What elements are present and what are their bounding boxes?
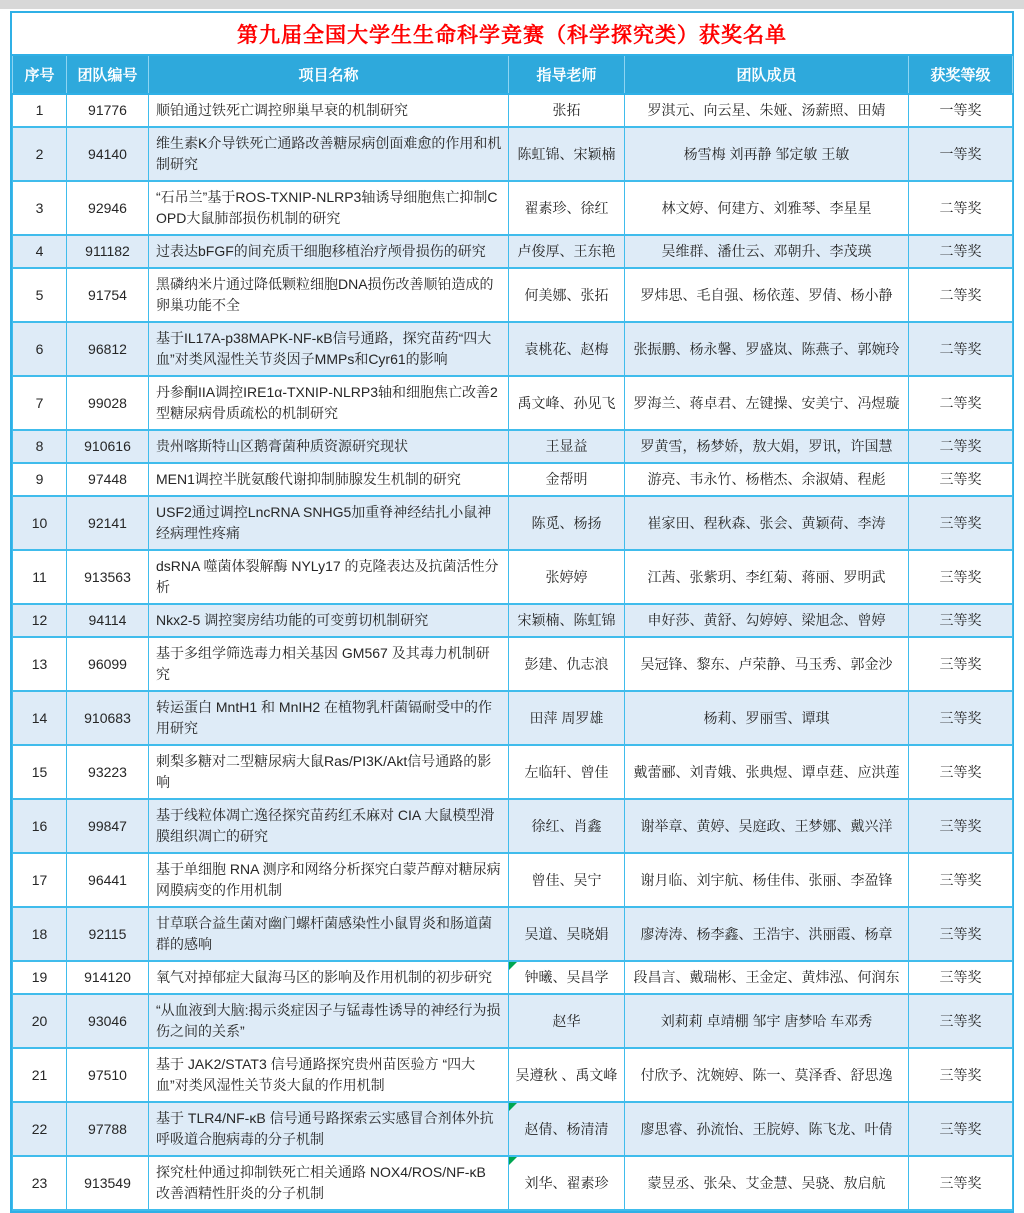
cell-team-id: 913563 bbox=[67, 550, 149, 604]
cell-no: 20 bbox=[13, 994, 67, 1048]
cell-advisors: 陈虹锦、宋颖楠 bbox=[509, 127, 625, 181]
cell-project: 黑磷纳米片通过降低颗粒细胞DNA损伤改善顺铂造成的卵巢功能不全 bbox=[149, 268, 509, 322]
cell-members: 罗淇元、向云星、朱娅、汤薪照、田婧 bbox=[625, 94, 909, 127]
cell-team-id: 910683 bbox=[67, 691, 149, 745]
cell-advisors: 赵华 bbox=[509, 994, 625, 1048]
cell-project: 贵州喀斯特山区鹅膏菌种质资源研究现状 bbox=[149, 430, 509, 463]
awards-table-container bbox=[10, 11, 1014, 1213]
cell-award: 三等奖 bbox=[909, 1048, 1013, 1102]
cell-award: 二等奖 bbox=[909, 235, 1013, 268]
cell-no: 3 bbox=[13, 181, 67, 235]
cell-advisors: 刘华、翟素珍 bbox=[509, 1156, 625, 1210]
cell-award: 一等奖 bbox=[909, 127, 1013, 181]
cell-award: 三等奖 bbox=[909, 691, 1013, 745]
header-cell-2: 项目名称 bbox=[149, 55, 509, 94]
cell-members: 申好莎、黄舒、勾婷婷、梁旭念、曾婷 bbox=[625, 604, 909, 637]
cell-project: 基于线粒体凋亡逸径探究苗药红禾麻对 CIA 大鼠模型滑膜组织凋亡的研究 bbox=[149, 799, 509, 853]
table-row bbox=[13, 235, 1013, 268]
cell-advisors: 何美娜、张拓 bbox=[509, 268, 625, 322]
cell-no: 21 bbox=[13, 1048, 67, 1102]
cell-project: 顺铂通过铁死亡调控卵巢早衰的机制研究 bbox=[149, 94, 509, 127]
cell-no: 6 bbox=[13, 322, 67, 376]
cell-award: 二等奖 bbox=[909, 376, 1013, 430]
cell-project: “石吊兰”基于ROS-TXNIP-NLRP3轴诱导细胞焦亡抑制COPD大鼠肺部损伤机制的研究 bbox=[149, 181, 509, 235]
cell-team-id: 97510 bbox=[67, 1048, 149, 1102]
table-row bbox=[13, 1048, 1013, 1102]
cell-no: 8 bbox=[13, 430, 67, 463]
cell-no: 4 bbox=[13, 235, 67, 268]
cell-no: 5 bbox=[13, 268, 67, 322]
cell-award: 二等奖 bbox=[909, 430, 1013, 463]
cell-team-id: 92115 bbox=[67, 907, 149, 961]
cell-team-id: 96812 bbox=[67, 322, 149, 376]
cell-advisors: 彭建、仇志浪 bbox=[509, 637, 625, 691]
cell-award: 三等奖 bbox=[909, 550, 1013, 604]
cell-team-id: 93046 bbox=[67, 994, 149, 1048]
cell-award: 三等奖 bbox=[909, 745, 1013, 799]
cell-no: 9 bbox=[13, 463, 67, 496]
cell-project: dsRNA 噬菌体裂解酶 NYLy17 的克隆表达及抗菌活性分析 bbox=[149, 550, 509, 604]
cell-members: 付欣予、沈婉婷、陈一、莫泽香、舒思逸 bbox=[625, 1048, 909, 1102]
cell-award: 三等奖 bbox=[909, 994, 1013, 1048]
cell-award: 二等奖 bbox=[909, 181, 1013, 235]
cell-award: 三等奖 bbox=[909, 961, 1013, 994]
cell-advisors: 袁桃花、赵梅 bbox=[509, 322, 625, 376]
cell-members: 罗海兰、蒋卓君、左键操、安美宁、冯煜璇 bbox=[625, 376, 909, 430]
table-row bbox=[13, 127, 1013, 181]
cell-project: 刺梨多糖对二型糖尿病大鼠Ras/PI3K/Akt信号通路的影响 bbox=[149, 745, 509, 799]
cell-advisors: 吴遵秋 、禹文峰 bbox=[509, 1048, 625, 1102]
cell-no: 19 bbox=[13, 961, 67, 994]
cell-no: 10 bbox=[13, 496, 67, 550]
cell-advisors: 禹文峰、孙见飞 bbox=[509, 376, 625, 430]
cell-team-id: 911182 bbox=[67, 235, 149, 268]
cell-project: 维生素K介导铁死亡通路改善糖尿病创面难愈的作用和机制研究 bbox=[149, 127, 509, 181]
cell-project: 过表达bFGF的间充质干细胞移植治疗颅骨损伤的研究 bbox=[149, 235, 509, 268]
cell-no: 13 bbox=[13, 637, 67, 691]
cell-no: 11 bbox=[13, 550, 67, 604]
cell-team-id: 93223 bbox=[67, 745, 149, 799]
table-row bbox=[13, 322, 1013, 376]
cell-team-id: 99028 bbox=[67, 376, 149, 430]
cell-team-id: 914120 bbox=[67, 961, 149, 994]
cell-members: 吴冠锋、黎东、卢荣静、马玉秀、郭金沙 bbox=[625, 637, 909, 691]
cell-advisors: 赵倩、杨清清 bbox=[509, 1102, 625, 1156]
cell-award: 三等奖 bbox=[909, 604, 1013, 637]
table-row bbox=[13, 691, 1013, 745]
cell-members: 崔家田、程秋森、张会、黄颖荷、李涛 bbox=[625, 496, 909, 550]
cell-project: 基于IL17A-p38MAPK-NF-κB信号通路，探究苗药“四大血”对类风湿性关节炎因子MMPs和Cyr61的影响 bbox=[149, 322, 509, 376]
cell-advisors: 张拓 bbox=[509, 94, 625, 127]
table-row bbox=[13, 430, 1013, 463]
window-top-edge bbox=[0, 0, 1024, 9]
cell-team-id: 99847 bbox=[67, 799, 149, 853]
cell-advisors: 陈觅、杨扬 bbox=[509, 496, 625, 550]
cell-no: 7 bbox=[13, 376, 67, 430]
table-header bbox=[13, 55, 1013, 94]
cell-advisors: 宋颖楠、陈虹锦 bbox=[509, 604, 625, 637]
cell-members: 江茜、张紫玥、李红菊、蒋丽、罗明武 bbox=[625, 550, 909, 604]
cell-award: 三等奖 bbox=[909, 907, 1013, 961]
cell-advisors: 张婷婷 bbox=[509, 550, 625, 604]
cell-team-id: 94140 bbox=[67, 127, 149, 181]
cell-no: 16 bbox=[13, 799, 67, 853]
table-row bbox=[13, 799, 1013, 853]
cell-project: 基于单细胞 RNA 测序和网络分析探究白蒙芦醇对糖尿病网膜病变的作用机制 bbox=[149, 853, 509, 907]
header-cell-1: 团队编号 bbox=[67, 55, 149, 94]
cell-award: 三等奖 bbox=[909, 853, 1013, 907]
cell-project: 转运蛋白 MntH1 和 MnIH2 在植物乳杆菌镉耐受中的作用研究 bbox=[149, 691, 509, 745]
cell-advisors: 王显益 bbox=[509, 430, 625, 463]
table-row bbox=[13, 637, 1013, 691]
cell-members: 廖思睿、孙流怡、王脘婷、陈飞龙、叶倩 bbox=[625, 1102, 909, 1156]
table-row bbox=[13, 907, 1013, 961]
cell-team-id: 92141 bbox=[67, 496, 149, 550]
cell-advisors: 左临轩、曾佳 bbox=[509, 745, 625, 799]
cell-advisors: 卢俊厚、王东艳 bbox=[509, 235, 625, 268]
cell-team-id: 91776 bbox=[67, 94, 149, 127]
cell-members: 罗黄雪，杨梦娇，敖大娟，罗讯，许国慧 bbox=[625, 430, 909, 463]
cell-team-id: 97788 bbox=[67, 1102, 149, 1156]
cell-no: 17 bbox=[13, 853, 67, 907]
cell-project: 甘草联合益生菌对幽门螺杆菌感染性小鼠胃炎和肠道菌群的感响 bbox=[149, 907, 509, 961]
cell-advisors: 金帮明 bbox=[509, 463, 625, 496]
table-row bbox=[13, 745, 1013, 799]
awards-table bbox=[12, 54, 1013, 1211]
cell-members: 刘莉莉 卓靖棚 邹宇 唐梦哈 车邓秀 bbox=[625, 994, 909, 1048]
cell-no: 1 bbox=[13, 94, 67, 127]
cell-project: 氧气对掉郁症大鼠海马区的影响及作用机制的初步研究 bbox=[149, 961, 509, 994]
cell-award: 二等奖 bbox=[909, 268, 1013, 322]
cell-no: 18 bbox=[13, 907, 67, 961]
cell-advisors: 曾佳、吴宁 bbox=[509, 853, 625, 907]
cell-members: 杨雪梅 刘再静 邹定敏 王敏 bbox=[625, 127, 909, 181]
table-row bbox=[13, 550, 1013, 604]
cell-members: 杨莉、罗丽雪、谭琪 bbox=[625, 691, 909, 745]
cell-members: 谢月临、刘宇航、杨佳伟、张丽、李盈锋 bbox=[625, 853, 909, 907]
table-row bbox=[13, 463, 1013, 496]
header-cell-4: 团队成员 bbox=[625, 55, 909, 94]
table-row bbox=[13, 376, 1013, 430]
cell-advisors: 钟曦、吴昌学 bbox=[509, 961, 625, 994]
table-row bbox=[13, 94, 1013, 127]
cell-advisors: 田萍 周罗雄 bbox=[509, 691, 625, 745]
cell-award: 三等奖 bbox=[909, 1102, 1013, 1156]
cell-advisors: 徐红、肖鑫 bbox=[509, 799, 625, 853]
cell-members: 廖涛涛、杨李鑫、王浩宇、洪丽霞、杨章 bbox=[625, 907, 909, 961]
table-row bbox=[13, 604, 1013, 637]
title-bar bbox=[12, 13, 1012, 54]
cell-members: 吴维群、潘仕云、邓朝升、李茂瑛 bbox=[625, 235, 909, 268]
cell-award: 三等奖 bbox=[909, 1156, 1013, 1210]
cell-no: 15 bbox=[13, 745, 67, 799]
cell-project: 基于 TLR4/NF-κB 信号通号路探索云实感冒合剂体外抗呼吸道合胞病毒的分子机制 bbox=[149, 1102, 509, 1156]
cell-award: 三等奖 bbox=[909, 496, 1013, 550]
cell-members: 谢举章、黄婷、吴庭政、王梦娜、戴兴洋 bbox=[625, 799, 909, 853]
cell-team-id: 92946 bbox=[67, 181, 149, 235]
cell-award: 二等奖 bbox=[909, 322, 1013, 376]
cell-award: 三等奖 bbox=[909, 463, 1013, 496]
page-title: 第九届全国大学生生命科学竞赛（科学探究类）获奖名单 bbox=[237, 24, 787, 47]
cell-members: 林文婷、何建方、刘雅琴、李星星 bbox=[625, 181, 909, 235]
cell-team-id: 96099 bbox=[67, 637, 149, 691]
cell-project: USF2通过调控LncRNA SNHG5加重脊神经结扎小鼠神经病理性疼痛 bbox=[149, 496, 509, 550]
table-body bbox=[13, 94, 1013, 1210]
cell-members: 蒙昱丞、张朵、艾金慧、吴骁、敖启航 bbox=[625, 1156, 909, 1210]
header-cell-0: 序号 bbox=[13, 55, 67, 94]
cell-members: 游亮、韦永竹、杨楷杰、余淑婧、程彪 bbox=[625, 463, 909, 496]
table-row bbox=[13, 496, 1013, 550]
header-cell-3: 指导老师 bbox=[509, 55, 625, 94]
cell-advisors: 吴道、吴晓娟 bbox=[509, 907, 625, 961]
table-row bbox=[13, 1102, 1013, 1156]
cell-project: 基于 JAK2/STAT3 信号通路探究贵州苗医验方 “四大血”对类风湿性关节炎大鼠的作用机制 bbox=[149, 1048, 509, 1102]
cell-project: MEN1调控半胱氨酸代谢抑制肺腺发生机制的研究 bbox=[149, 463, 509, 496]
cell-no: 12 bbox=[13, 604, 67, 637]
table-row bbox=[13, 994, 1013, 1048]
cell-award: 一等奖 bbox=[909, 94, 1013, 127]
table-row bbox=[13, 268, 1013, 322]
cell-advisors: 翟素珍、徐红 bbox=[509, 181, 625, 235]
header-cell-5: 获奖等级 bbox=[909, 55, 1013, 94]
cell-project: 探究杜仲通过抑制铁死亡相关通路 NOX4/ROS/NF-κB 改善酒精性肝炎的分子机制 bbox=[149, 1156, 509, 1210]
cell-no: 14 bbox=[13, 691, 67, 745]
cell-members: 罗炜思、毛自强、杨依莲、罗倩、杨小静 bbox=[625, 268, 909, 322]
cell-team-id: 97448 bbox=[67, 463, 149, 496]
green-corner-marker-icon bbox=[509, 1103, 517, 1111]
cell-project: “从血液到大脑:揭示炎症因子与锰毒性诱导的神经行为损伤之间的关系” bbox=[149, 994, 509, 1048]
cell-members: 段昌言、戴瑞彬、王金定、黄炜泓、何润东 bbox=[625, 961, 909, 994]
header-row bbox=[13, 55, 1013, 94]
cell-team-id: 94114 bbox=[67, 604, 149, 637]
cell-no: 23 bbox=[13, 1156, 67, 1210]
cell-project: 丹参酮IIA调控IRE1α-TXNIP-NLRP3轴和细胞焦亡改善2型糖尿病骨质疏松的机制研究 bbox=[149, 376, 509, 430]
cell-team-id: 910616 bbox=[67, 430, 149, 463]
green-corner-marker-icon bbox=[509, 962, 517, 970]
cell-award: 三等奖 bbox=[909, 637, 1013, 691]
cell-team-id: 913549 bbox=[67, 1156, 149, 1210]
table-row bbox=[13, 961, 1013, 994]
cell-team-id: 91754 bbox=[67, 268, 149, 322]
green-corner-marker-icon bbox=[509, 1157, 517, 1165]
table-row bbox=[13, 181, 1013, 235]
cell-project: 基于多组学筛选毒力相关基因 GM567 及其毒力机制研究 bbox=[149, 637, 509, 691]
cell-no: 22 bbox=[13, 1102, 67, 1156]
table-row bbox=[13, 1156, 1013, 1210]
table-row bbox=[13, 853, 1013, 907]
cell-no: 2 bbox=[13, 127, 67, 181]
cell-award: 三等奖 bbox=[909, 799, 1013, 853]
cell-team-id: 96441 bbox=[67, 853, 149, 907]
cell-members: 戴蕾郦、刘青娥、张典煜、谭卓莛、应洪莲 bbox=[625, 745, 909, 799]
cell-project: Nkx2-5 调控窦房结功能的可变剪切机制研究 bbox=[149, 604, 509, 637]
cell-members: 张振鹏、杨永馨、罗盛岚、陈燕子、郭婉玲 bbox=[625, 322, 909, 376]
